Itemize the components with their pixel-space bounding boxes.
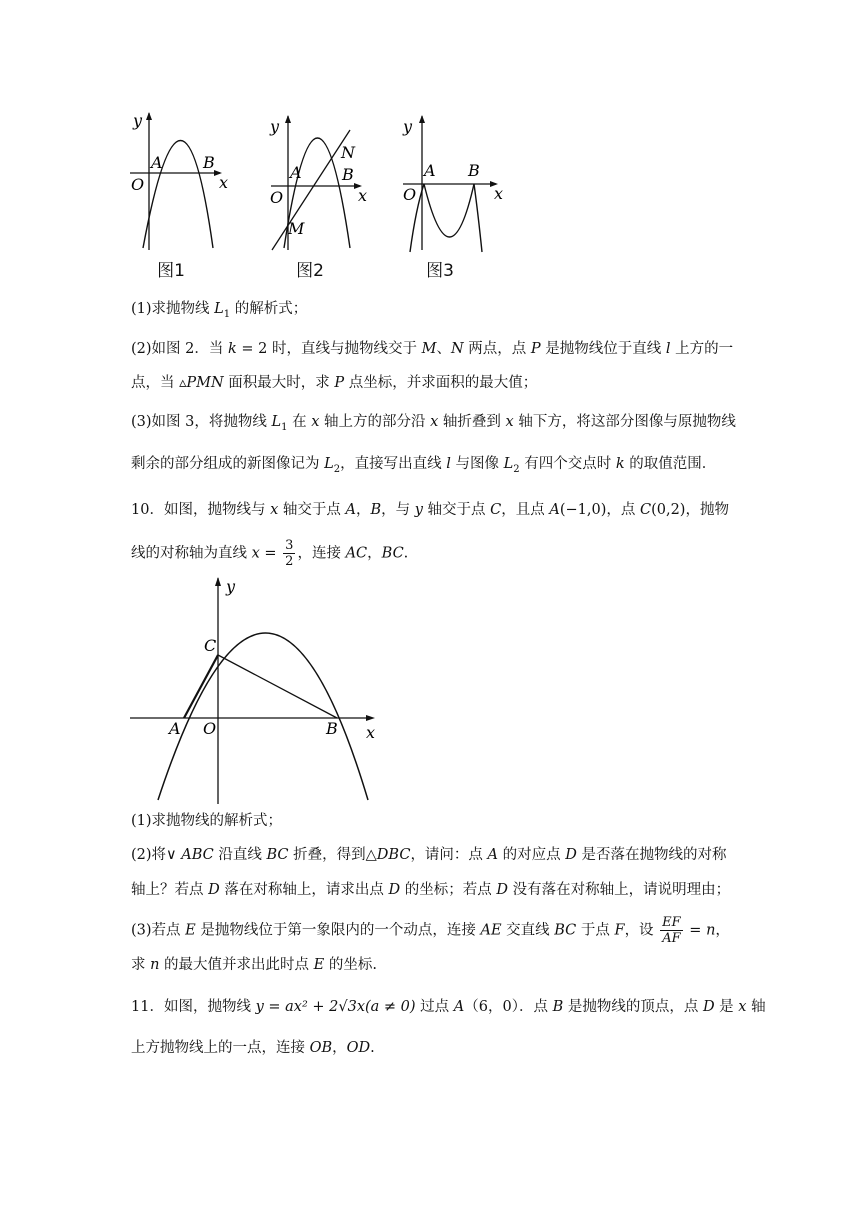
q10p3l1-f1: F [614,922,625,939]
q10l2-ac: AC [345,545,368,562]
q10-part3-line1 [131,915,741,946]
q9p3l1-e: 轴下方，将这部分图像与原抛物线 [513,414,736,430]
q10l2-c: ，连接 [297,545,346,562]
q10p2l1-c: 折叠，得到△ [288,847,377,863]
figures-row [125,108,515,283]
q10-fig-label-b: B [326,719,338,738]
q11l1-f: 轴 [746,999,766,1015]
q9p3l2-c: 与图像 [450,456,504,472]
q10p3l1-f: = [684,922,707,939]
q9-part1-text-a: (1)求抛物线 [131,301,215,317]
q10p3l2-a: 求 [131,957,151,973]
q9p3l1-d: 轴折叠到 [438,414,506,430]
q10l1-x: x [270,502,279,518]
q9p3l2-l3: L [503,456,514,472]
q9p2l1-d: 两点，点 [463,341,531,357]
q10-line1 [131,500,741,520]
fig2-label-b: B [342,165,354,184]
q11l2-a: 上方抛物线上的一点，连接 [131,1040,310,1056]
q9p3l1-l: L [271,414,282,430]
q10-fig-label-x: x [366,723,376,742]
figure-1-caption: 图1 [157,261,185,281]
q10p3l1-num: EF [662,915,681,930]
q9p2l2-c: 点坐标，并求面积的最大值； [344,375,538,391]
q9-part1-var: L [214,301,224,317]
fig3-label-a: A [424,161,436,180]
fig3-label-y: y [403,117,413,136]
q9p2l1-n: N [450,341,464,357]
q10l2-den: 2 [285,554,294,569]
q10p2l1-pa: A [487,847,499,863]
q9p3l2-lsub: 2 [333,463,341,475]
fig2-label-x: x [358,186,368,205]
q10l1-b: 轴交于点 [278,502,346,518]
q10-part2-line2 [131,880,741,900]
q9p3l1-c: 轴上方的部分沿 [319,414,431,430]
q10l2-d: ， [367,545,382,562]
q11l1-pb: B [552,999,564,1015]
q9p3l2-l3sub: 2 [513,463,520,475]
q9p3l2-l2: l [446,456,451,472]
figure-2 [268,108,378,281]
fig1-label-a: A [151,153,163,172]
q9p2l2-b: 面积最大时，求 [223,375,335,391]
q10p2l1-dbc: DBC [376,847,411,863]
q9p2l1-p: P [530,341,541,357]
q9p3l2-a: 剩余的部分组成的新图像记为 [131,456,325,472]
q9p2l2-p: P [334,375,345,391]
q10l1-g: (−1,0) [559,502,607,518]
q9p2l1-l: l [665,341,671,357]
q9-part3-line2 [131,454,741,480]
q10p3l1-bc: BC [554,922,577,939]
q10p2l1-b: 沿直线 [213,847,267,863]
q9p3l2-k: k [615,456,625,472]
q10l2-e: . [403,545,409,562]
q10l1-pa: A [345,502,356,518]
fig2-label-a: A [290,163,302,182]
q10l1-pc2: C [639,502,652,518]
q11l1-formula: y = ax² + 2√3x(a ≠ 0) [255,999,416,1015]
q11l2-c: . [370,1040,375,1056]
q9p2l1-k: k [227,341,237,357]
q10p2l1-a: (2)将∨ [131,847,182,863]
q11l1-e: 是 [714,999,739,1015]
q10-fig-label-c: C [204,636,217,655]
q10-line2 [131,538,741,569]
q10p3l1-b: 是抛物线位于第一象限内的一个动点，连接 [195,922,481,939]
q11l1-pa: A [453,999,465,1015]
q9p3l1-x: x [311,414,320,430]
fig1-label-x: x [219,173,229,192]
fig2-label-n: N [341,143,355,162]
figure-2-graph [268,108,378,258]
q11l1-b: 过点 [415,999,454,1015]
fig2-label-m: M [288,219,305,238]
q10p3l2-b: 的最大值并求出此时点 [159,957,314,973]
q9p3l2-l: L [324,456,334,472]
figure-3 [398,108,513,281]
q9-part3-line1 [131,412,741,438]
q10p2l2-d3: D [496,882,508,898]
q10l1-i: (0,2) [651,502,686,518]
fig2-label-y: y [270,117,280,136]
q10l1-pb: B [370,502,382,518]
q10p3l1-c: 交直线 [501,922,555,939]
q10l2-b: = [259,545,282,562]
q9p3l1-b: 在 [287,414,312,430]
q9p2l1-m: M [421,341,437,357]
q10p2l2-a: 轴上？若点 [131,882,209,898]
q10p2l2-b: 落在对称轴上，请求出点 [219,882,389,898]
q10l1-f: ，且点 [501,502,550,518]
q10-part1: (1)求抛物线的解析式； [131,813,283,829]
q10p2l1-d: ，请问：点 [410,847,488,863]
q10p2l1-f: 是否落在抛物线的对称 [576,847,727,863]
q10l2-a: 线的对称轴为直线 [131,545,252,562]
q11l1-d: 是抛物线的顶点，点 [563,999,703,1015]
q9p3l2-d: 有四个交点时 [519,456,616,472]
q10p3l1-den: AF [662,931,681,946]
q10p3l2-c: 的坐标. [324,957,377,973]
q9p2l1-a: (2)如图 2．当 [131,341,228,357]
q10p2l2-c: 的坐标；若点 [400,882,497,898]
q9p3l1-a: (3)如图 3，将抛物线 [131,414,272,430]
q10l1-h: ，点 [606,502,640,518]
q10p3l1-e1: E [185,922,196,939]
fig3-label-o: O [403,185,417,204]
q9-part1-sub: 1 [223,308,231,320]
fig2-label-o: O [270,188,284,207]
q10l1-a: 10．如图，抛物线与 [131,502,271,518]
q9p3l2-e: 的取值范围． [624,456,717,472]
q10p3l1-d: 于点 [576,922,615,939]
q10p2l1-e: 的对应点 [498,847,566,863]
fig1-label-o: O [131,175,145,194]
q9p2l2-tri: ▵PMN [179,375,224,391]
q9-part1 [131,299,741,325]
q10p2l1-bc: BC [266,847,289,863]
q10p2l2-d1: D [208,882,220,898]
q10-fig-label-a: A [169,719,181,738]
q10p3l1-n: n [706,922,716,939]
q10-fraction-3-2 [283,538,295,569]
q10p3l2-n: n [150,957,160,973]
q9p3l2-b: ，直接写出直线 [340,456,447,472]
figure-3-caption: 图3 [426,261,454,281]
fig3-label-b: B [468,161,480,180]
q10p3l1-g: ， [715,922,730,939]
q10p3l1-ae: AE [480,922,502,939]
q10l2-x: x [251,545,260,562]
q9p2l2-a: 点，当 [131,375,180,391]
q10l1-e: 轴交于点 [422,502,491,518]
fig3-label-x: x [494,184,504,203]
figure-3-graph [398,108,513,258]
figure-2-caption: 图2 [296,261,324,281]
q9-part2-line2 [131,373,741,393]
q11l1-c: （6，0）．点 [464,999,553,1015]
q11-line2 [131,1038,741,1058]
q10l1-pa2: A [549,502,560,518]
fig1-label-b: B [203,153,215,172]
q11l2-b: ， [332,1040,347,1056]
q10l1-y: y [414,502,423,518]
q10p2l1-pd: D [565,847,577,863]
q11-line1 [131,997,766,1017]
q9p2l1-b: = 2 时，直线与抛物线交于 [236,341,422,357]
q10l2-num: 3 [285,538,294,553]
q9-part2-line1 [131,339,741,359]
q9p3l1-lsub: 1 [281,421,288,433]
figure-1 [125,108,235,281]
q10p3l1-e: ，设 [624,922,659,939]
q10l1-pc: C [490,502,502,518]
q11l1-x: x [738,999,747,1015]
q10-figure-graph [120,572,390,804]
q10p2l2-d: 没有落在对称轴上，请说明理由； [507,882,731,898]
q9p3l1-x2: x [430,414,439,430]
q9p3l1-x3: x [505,414,514,430]
q10l2-bc: BC [381,545,404,562]
figure-1-graph [125,108,235,258]
q10p3l2-e1: E [313,957,325,973]
q10l1-c: ， [355,502,371,518]
q10-figure [120,572,390,808]
q10l1-j: ，抛物 [685,502,729,518]
q11l1-pd: D [702,999,715,1015]
q10-fig-label-o: O [203,719,217,738]
q9p2l1-e: 是抛物线位于直线 [540,341,666,357]
q10-fraction-ef-af [660,915,683,946]
q10p2l2-d2: D [388,882,401,898]
q11l2-od: OD [346,1040,371,1056]
q10-part2-line1 [131,845,741,865]
fig1-label-y: y [133,111,143,130]
q11l2-ob: OB [309,1040,333,1056]
q9-part1-text-b: 的解析式； [230,301,308,317]
q10l1-d: ，与 [381,502,415,518]
q10p3l1-a: (3)若点 [131,922,186,939]
q9p2l1-f: 上方的一 [670,341,734,357]
q10-part3-line2 [131,955,741,975]
q10p2l1-abc: ABC [181,847,214,863]
q10-fig-label-y: y [226,577,236,596]
q9p2l1-c: 、 [436,341,451,357]
q11l1-a: 11．如图，抛物线 [131,999,256,1015]
